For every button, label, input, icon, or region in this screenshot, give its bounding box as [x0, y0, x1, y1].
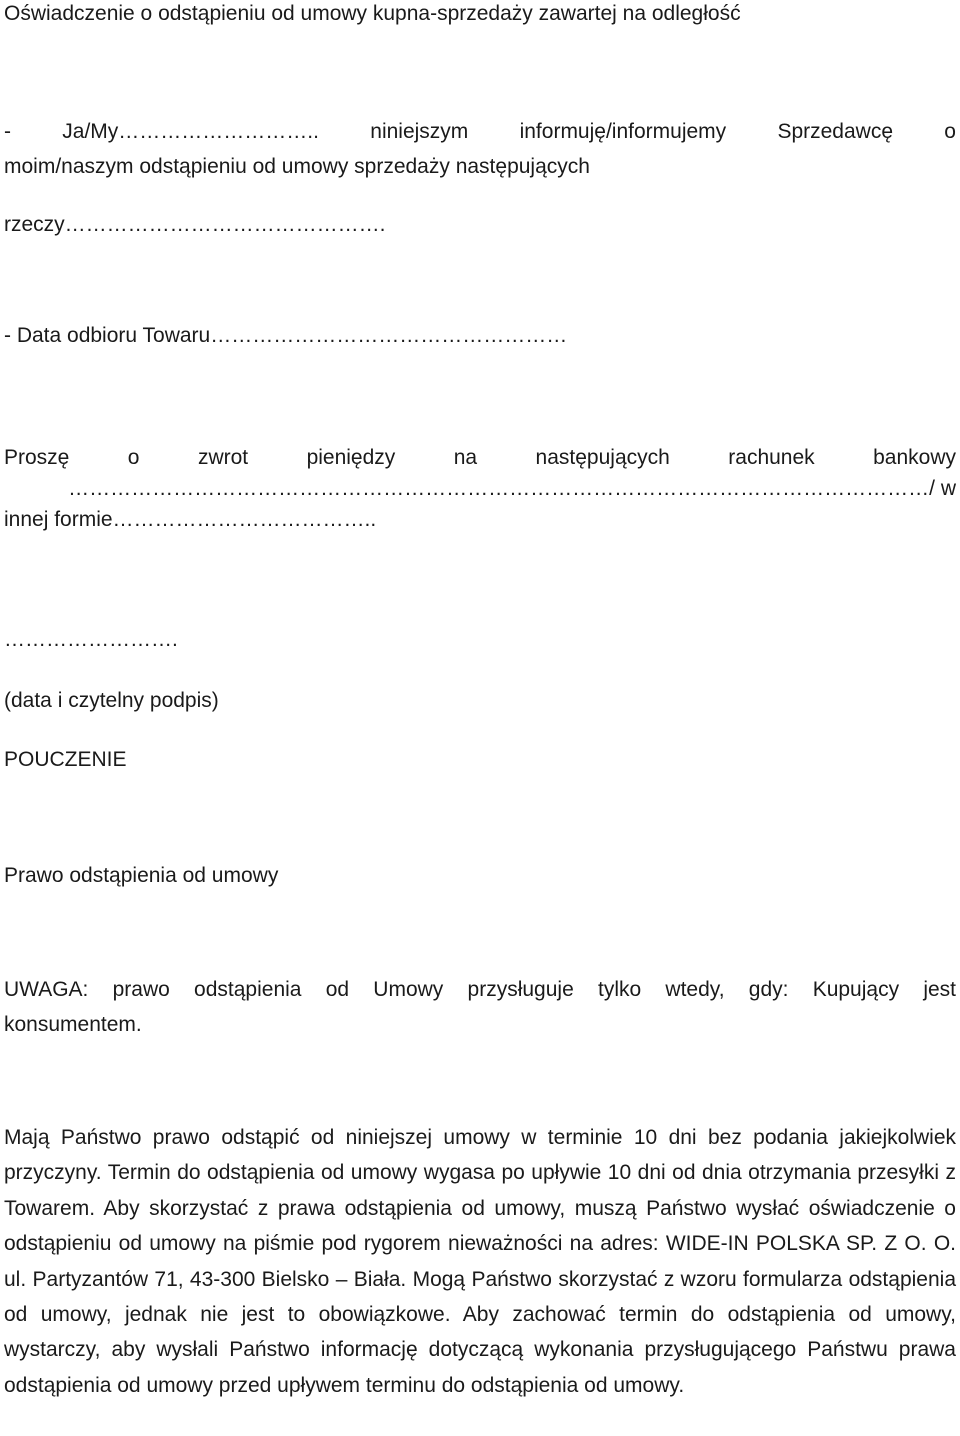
declaration-line-2: moim/naszym odstąpieniu od umowy sprzedaży następujących [4, 155, 590, 178]
uwaga-line-2: konsumentem. [4, 1013, 142, 1036]
items-field-line: rzeczy………………………………………. [4, 213, 386, 236]
uwaga-line-1: UWAGA: prawo odstąpienia od Umowy przysługuje tylko wtedy, gdy: Kupujący jest [4, 978, 956, 1001]
other-form-field-line: innej formie……………………………….. [4, 508, 377, 531]
declaration-line-1: - Ja/My……………………….. niniejszym informuję/informujemy Sprzedawcę o [4, 120, 956, 143]
refund-request-line: Proszę o zwrot pieniędzy na następujących rachunek bankowy [4, 446, 956, 469]
document-title: Oświadczenie o odstąpieniu od umowy kupna-sprzedaży zawartej na odległość [4, 2, 741, 25]
bank-account-field-line: ……………………………………………………………………………………………………………/ w [68, 477, 956, 500]
receipt-date-field-line: - Data odbioru Towaru…………………………………………… [4, 324, 568, 347]
signature-label: (data i czytelny podpis) [4, 689, 219, 712]
withdrawal-right-heading: Prawo odstąpienia od umowy [4, 864, 279, 887]
pouczenie-heading: POUCZENIE [4, 748, 127, 771]
withdrawal-terms-paragraph: Mają Państwo prawo odstąpić od niniejszej umowy w terminie 10 dni bez podania jakiejkolwiek przyczyny. Termin do odstąpienia od umowy wygasa po upływie 10 dni od dnia otrzymania przesyłki z Towarem. Aby skorzystać z prawa odstąpienia od umowy, muszą Państwo wysłać oświadczenie o odstąpieniu od umowy na piśmie pod rygorem nieważności na adres: WIDE-IN POLSKA SP. Z O. O. ul. Partyzantów 71, 43-300 Bielsko – Biała. Mogą Państwo skorzystać z wzoru formularza odstąpienia od umowy, jednak nie jest to obowiązkowe. Aby zachować termin do odstąpienia od umowy, wystarczy, aby wysłali Państwo informację dotyczącą wykonania przysługującego Państwu prawa odstąpienia od umowy przed upływem terminu do odstąpienia od umowy. [4, 1126, 956, 1397]
signature-dots: ……………………. [4, 628, 178, 651]
